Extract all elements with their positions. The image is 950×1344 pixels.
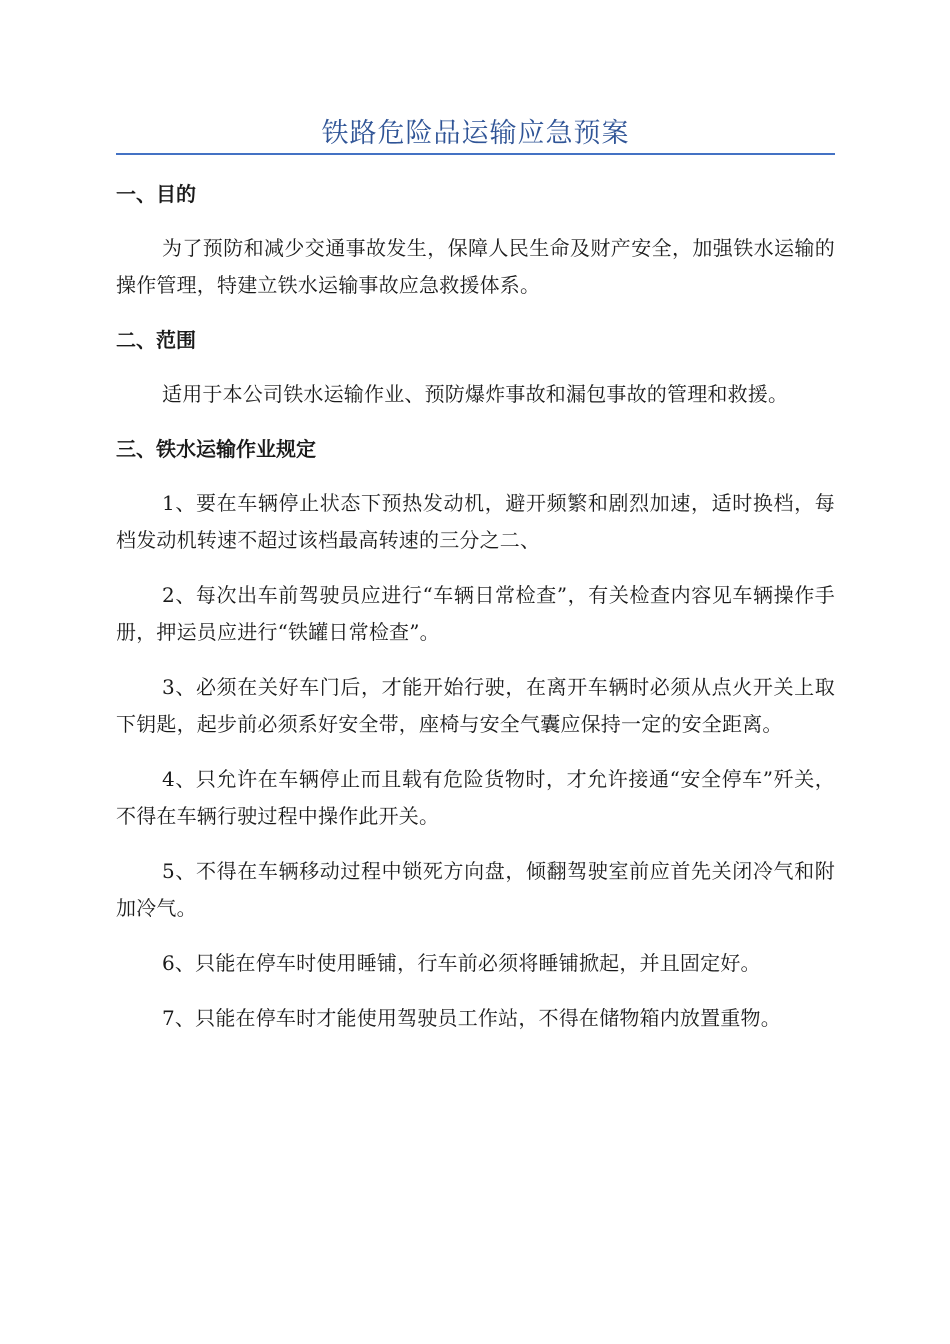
- section-heading-rules: 三、铁水运输作业规定: [116, 437, 316, 461]
- section-heading-scope: 二、范围: [116, 328, 196, 352]
- rule-item-2: 2、每次出车前驾驶员应进行“车辆日常检查”，有关检查内容见车辆操作手册，押运员应进行“铁罐日常检查”。: [116, 583, 835, 644]
- purpose-paragraph: 为了预防和减少交通事故发生，保障人民生命及财产安全，加强铁水运输的操作管理，特建立铁水运输事故应急救援体系。: [116, 236, 835, 297]
- document-body: [116, 176, 835, 1055]
- section-heading-purpose: 一、目的: [116, 182, 196, 206]
- rule-item-5: 5、不得在车辆移动过程中锁死方向盘，倾翻驾驶室前应首先关闭冷气和附加冷气。: [116, 859, 835, 920]
- rule-item-3: 3、必须在关好车门后，才能开始行驶，在离开车辆时必须从点火开关上取下钥匙，起步前必须系好安全带，座椅与安全气囊应保持一定的安全距离。: [116, 675, 835, 736]
- rule-item-1: 1、要在车辆停止状态下预热发动机，避开频繁和剧烈加速，适时换档，每档发动机转速不超过该档最高转速的三分之二、: [116, 491, 835, 552]
- document-title: 铁路危险品运输应急预案: [321, 118, 630, 149]
- rule-item-7: 7、只能在停车时才能使用驾驶员工作站，不得在储物箱内放置重物。: [162, 1006, 781, 1030]
- scope-paragraph: 适用于本公司铁水运输作业、预防爆炸事故和漏包事故的管理和救援。: [162, 382, 789, 406]
- title-underline: [116, 153, 835, 155]
- rule-item-6: 6、只能在停车时使用睡铺，行车前必须将睡铺掀起，并且固定好。: [162, 951, 761, 975]
- rule-item-4: 4、只允许在车辆停止而且载有危险货物时，才允许接通“安全停车”歼关，不得在车辆行驶过程中操作此开关。: [116, 767, 835, 828]
